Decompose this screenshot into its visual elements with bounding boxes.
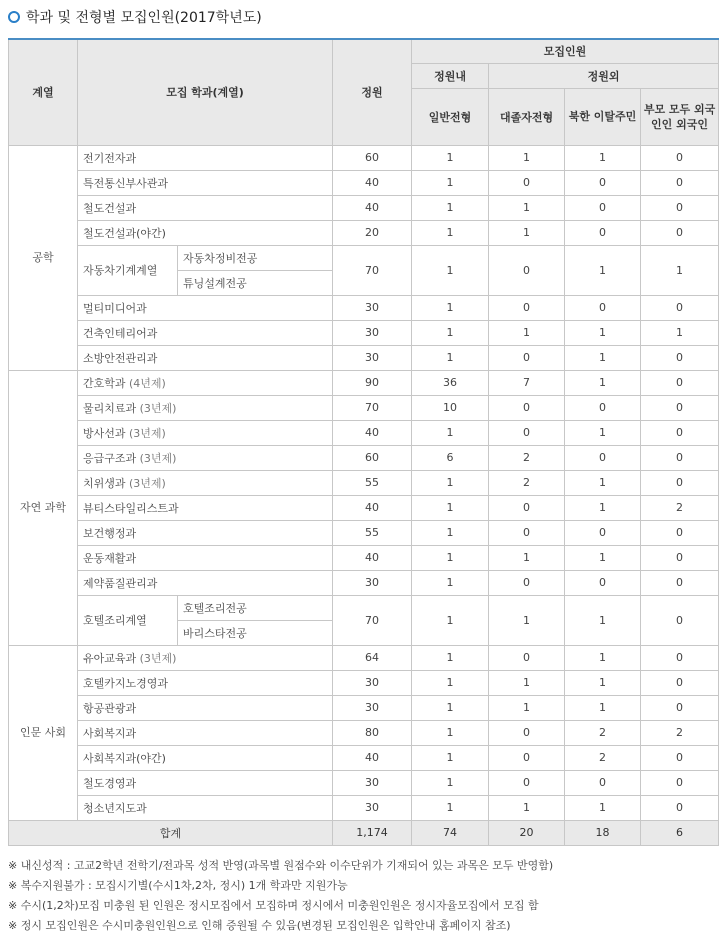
department-name: 철도경영과 xyxy=(83,776,137,790)
department-cell xyxy=(78,470,333,495)
foreigner-cell: 0 xyxy=(641,195,719,220)
note-line: ※ 수시(1,2차)모집 미충원 된 인원은 정시모집에서 모집하며 정시에서 미충원인원은 정시자율모집에서 모집 함 xyxy=(8,899,539,912)
graduate-cell: 1 xyxy=(489,695,565,720)
table-row xyxy=(9,795,719,820)
department-name: 뷰티스타일리스트과 xyxy=(83,501,179,515)
foreigner-cell: 0 xyxy=(641,345,719,370)
department-cell xyxy=(78,570,333,595)
program-length-note: (4년제) xyxy=(129,376,166,390)
graduate-cell: 0 xyxy=(489,495,565,520)
header-category: 계열 xyxy=(9,39,78,145)
foreigner-cell: 0 xyxy=(641,220,719,245)
general-cell: 1 xyxy=(412,770,489,795)
table-row xyxy=(9,320,719,345)
general-cell: 1 xyxy=(412,495,489,520)
general-cell: 1 xyxy=(412,645,489,670)
foreigner-cell: 0 xyxy=(641,520,719,545)
defector-cell: 2 xyxy=(565,720,641,745)
general-cell: 6 xyxy=(412,445,489,470)
department-name: 치위생과 xyxy=(83,476,126,490)
foreigner-cell: 0 xyxy=(641,545,719,570)
graduate-cell: 1 xyxy=(489,595,565,645)
department-name: 항공관광과 xyxy=(83,701,137,715)
program-length-note: (3년제) xyxy=(139,451,177,465)
defector-cell: 0 xyxy=(565,220,641,245)
foreigner-cell: 0 xyxy=(641,470,719,495)
graduate-cell: 0 xyxy=(489,745,565,770)
general-cell: 1 xyxy=(412,195,489,220)
defector-cell: 1 xyxy=(565,645,641,670)
quota-cell: 40 xyxy=(333,420,412,445)
department-name: 멀티미디어과 xyxy=(83,301,147,315)
department-cell xyxy=(78,520,333,545)
foreigner-cell: 0 xyxy=(641,145,719,170)
foreigner-cell: 2 xyxy=(641,720,719,745)
department-cell xyxy=(78,445,333,470)
general-cell: 1 xyxy=(412,145,489,170)
table-row xyxy=(9,745,719,770)
header-recruitment: 모집인원 xyxy=(412,39,719,63)
category-cell: 인문 사회 xyxy=(9,645,78,820)
department-cell xyxy=(78,495,333,520)
general-cell: 1 xyxy=(412,470,489,495)
quota-cell: 40 xyxy=(333,745,412,770)
general-cell: 10 xyxy=(412,395,489,420)
foreigner-cell: 0 xyxy=(641,420,719,445)
department-cell xyxy=(78,345,333,370)
department-name: 철도건설과 xyxy=(83,201,137,215)
graduate-cell: 0 xyxy=(489,345,565,370)
table-row xyxy=(9,170,719,195)
quota-cell: 20 xyxy=(333,220,412,245)
general-cell: 1 xyxy=(412,345,489,370)
table-row xyxy=(9,670,719,695)
general-cell: 36 xyxy=(412,370,489,395)
department-cell xyxy=(78,220,333,245)
general-cell: 1 xyxy=(412,745,489,770)
graduate-cell: 0 xyxy=(489,295,565,320)
defector-cell: 1 xyxy=(565,695,641,720)
department-name: 유아교육과 xyxy=(83,651,137,665)
quota-cell: 70 xyxy=(333,395,412,420)
foreigner-cell: 0 xyxy=(641,395,719,420)
department-name: 제약품질관리과 xyxy=(83,576,158,590)
general-cell: 1 xyxy=(412,520,489,545)
table-row xyxy=(9,295,719,320)
department-name: 사회복지과 xyxy=(83,726,137,740)
foreigner-cell: 0 xyxy=(641,370,719,395)
major-cell: 튜닝설계전공 xyxy=(178,270,333,295)
department-name: 물리치료과 xyxy=(83,401,137,415)
department-name: 건축인테리어과 xyxy=(83,326,158,340)
header-department: 모집 학과(계열) xyxy=(78,39,333,145)
table-row xyxy=(9,395,719,420)
table-row xyxy=(9,220,719,245)
defector-cell: 2 xyxy=(565,745,641,770)
general-cell: 1 xyxy=(412,720,489,745)
department-cell xyxy=(78,720,333,745)
department-cell xyxy=(78,745,333,770)
department-cell xyxy=(78,695,333,720)
graduate-cell: 0 xyxy=(489,520,565,545)
department-cell xyxy=(78,395,333,420)
table-row xyxy=(9,345,719,370)
defector-cell: 1 xyxy=(565,595,641,645)
quota-cell: 70 xyxy=(333,595,412,645)
program-length-note: (3년제) xyxy=(129,426,166,440)
quota-cell: 30 xyxy=(333,570,412,595)
total-defector: 18 xyxy=(565,820,641,845)
graduate-cell: 1 xyxy=(489,545,565,570)
graduate-cell: 1 xyxy=(489,320,565,345)
defector-cell: 0 xyxy=(565,295,641,320)
graduate-cell: 2 xyxy=(489,470,565,495)
general-cell: 1 xyxy=(412,570,489,595)
table-row xyxy=(9,595,719,620)
department-cell xyxy=(78,770,333,795)
table-row xyxy=(9,495,719,520)
table-row xyxy=(9,645,719,670)
defector-cell: 1 xyxy=(565,545,641,570)
major-cell: 바리스타전공 xyxy=(178,620,333,645)
foreigner-cell: 0 xyxy=(641,645,719,670)
total-general: 74 xyxy=(412,820,489,845)
general-cell: 1 xyxy=(412,695,489,720)
quota-cell: 90 xyxy=(333,370,412,395)
quota-cell: 40 xyxy=(333,170,412,195)
department-cell xyxy=(78,145,333,170)
general-cell: 1 xyxy=(412,545,489,570)
table-row xyxy=(9,195,719,220)
quota-cell: 30 xyxy=(333,670,412,695)
quota-cell: 55 xyxy=(333,470,412,495)
graduate-cell: 0 xyxy=(489,645,565,670)
note-line: ※ 내신성적 : 고교2학년 전학기/전과목 성적 반영(과목별 원점수와 이수단위가 기재되어 있는 과목은 모두 반영함) xyxy=(8,859,554,872)
section-title xyxy=(8,6,262,28)
recruitment-table xyxy=(8,38,719,846)
graduate-cell: 0 xyxy=(489,420,565,445)
table-row xyxy=(9,420,719,445)
defector-cell: 0 xyxy=(565,770,641,795)
defector-cell: 1 xyxy=(565,320,641,345)
header-quota: 정원 xyxy=(333,39,412,145)
section-title-text: 학과 및 전형별 모집인원(2017학년도) xyxy=(26,10,262,26)
graduate-cell: 1 xyxy=(489,670,565,695)
table-row xyxy=(9,520,719,545)
graduate-cell: 0 xyxy=(489,570,565,595)
department-name: 보건행정과 xyxy=(83,526,137,540)
general-cell: 1 xyxy=(412,245,489,295)
defector-cell: 1 xyxy=(565,795,641,820)
quota-cell: 40 xyxy=(333,195,412,220)
header-outside-quota: 정원외 xyxy=(489,63,719,88)
total-foreigner: 6 xyxy=(641,820,719,845)
note-line: ※ 정시 모집인원은 수시미충원인원으로 인해 증원될 수 있음(변경된 모집인원은 입학안내 홈페이지 참조) xyxy=(8,919,511,932)
graduate-cell: 0 xyxy=(489,170,565,195)
table-row xyxy=(9,470,719,495)
program-length-note: (3년제) xyxy=(139,401,177,415)
foreigner-cell: 0 xyxy=(641,695,719,720)
graduate-cell: 1 xyxy=(489,220,565,245)
circle-bullet-icon xyxy=(8,11,20,23)
defector-cell: 1 xyxy=(565,370,641,395)
quota-cell: 30 xyxy=(333,795,412,820)
defector-cell: 0 xyxy=(565,395,641,420)
table-row xyxy=(9,445,719,470)
department-name: 특전통신부사관과 xyxy=(83,176,169,190)
quota-cell: 30 xyxy=(333,295,412,320)
general-cell: 1 xyxy=(412,420,489,445)
general-cell: 1 xyxy=(412,795,489,820)
defector-cell: 1 xyxy=(565,420,641,445)
table-row xyxy=(9,695,719,720)
table-row xyxy=(9,770,719,795)
department-name: 호텔조리계열 xyxy=(83,614,147,627)
defector-cell: 1 xyxy=(565,245,641,295)
department-cell xyxy=(78,370,333,395)
general-cell: 1 xyxy=(412,220,489,245)
total-label: 합계 xyxy=(9,820,333,845)
department-name: 간호학과 xyxy=(83,376,126,390)
quota-cell: 40 xyxy=(333,495,412,520)
quota-cell: 70 xyxy=(333,245,412,295)
table-row xyxy=(9,145,719,170)
department-cell xyxy=(78,170,333,195)
foreigner-cell: 0 xyxy=(641,595,719,645)
foreigner-cell: 0 xyxy=(641,570,719,595)
general-cell: 1 xyxy=(412,320,489,345)
header-graduate: 대졸자전형 xyxy=(489,88,565,145)
department-name: 사회복지과(야간) xyxy=(83,751,166,765)
department-name: 철도건설과(야간) xyxy=(83,226,166,240)
graduate-cell: 7 xyxy=(489,370,565,395)
foreigner-cell: 0 xyxy=(641,770,719,795)
general-cell: 1 xyxy=(412,170,489,195)
department-name: 운동재활과 xyxy=(83,551,137,565)
foreigner-cell: 0 xyxy=(641,670,719,695)
quota-cell: 55 xyxy=(333,520,412,545)
table-row xyxy=(9,570,719,595)
department-name: 응급구조과 xyxy=(83,451,137,465)
note-line: ※ 복수지원불가 : 모집시기별(수시1차,2차, 정시) 1개 학과만 지원가능 xyxy=(8,879,348,892)
header-within-quota: 정원내 xyxy=(412,63,489,88)
defector-cell: 1 xyxy=(565,495,641,520)
major-cell: 자동차정비전공 xyxy=(178,245,333,270)
foreigner-cell: 0 xyxy=(641,445,719,470)
total-graduate: 20 xyxy=(489,820,565,845)
defector-cell: 1 xyxy=(565,670,641,695)
defector-cell: 1 xyxy=(565,345,641,370)
general-cell: 1 xyxy=(412,670,489,695)
defector-cell: 0 xyxy=(565,195,641,220)
department-name: 자동차기계계열 xyxy=(83,264,158,277)
table-row xyxy=(9,720,719,745)
graduate-cell: 0 xyxy=(489,245,565,295)
program-length-note: (3년제) xyxy=(139,651,177,665)
department-name: 방사선과 xyxy=(83,426,126,440)
graduate-cell: 2 xyxy=(489,445,565,470)
department-name: 전기전자과 xyxy=(83,151,137,165)
general-cell: 1 xyxy=(412,595,489,645)
defector-cell: 1 xyxy=(565,145,641,170)
quota-cell: 30 xyxy=(333,695,412,720)
table-row xyxy=(9,545,719,570)
foreigner-cell: 0 xyxy=(641,795,719,820)
defector-cell: 0 xyxy=(565,520,641,545)
department-cell xyxy=(78,195,333,220)
foreigner-cell: 2 xyxy=(641,495,719,520)
quota-cell: 80 xyxy=(333,720,412,745)
defector-cell: 0 xyxy=(565,445,641,470)
foreigner-cell: 0 xyxy=(641,170,719,195)
department-name: 청소년지도과 xyxy=(83,801,147,815)
quota-cell: 64 xyxy=(333,645,412,670)
graduate-cell: 1 xyxy=(489,795,565,820)
major-cell: 호텔조리전공 xyxy=(178,595,333,620)
department-cell xyxy=(78,795,333,820)
defector-cell: 1 xyxy=(565,470,641,495)
defector-cell: 0 xyxy=(565,170,641,195)
foreigner-cell: 1 xyxy=(641,320,719,345)
foreigner-cell: 0 xyxy=(641,295,719,320)
foreigner-cell: 0 xyxy=(641,745,719,770)
table-row xyxy=(9,245,719,270)
graduate-cell: 1 xyxy=(489,145,565,170)
table-row xyxy=(9,370,719,395)
department-cell xyxy=(78,245,178,295)
quota-cell: 60 xyxy=(333,445,412,470)
graduate-cell: 1 xyxy=(489,195,565,220)
general-cell: 1 xyxy=(412,295,489,320)
category-cell: 공학 xyxy=(9,145,78,370)
department-name: 호텔카지노경영과 xyxy=(83,676,169,690)
header-defector: 북한 이탈주민 xyxy=(565,88,641,145)
header-foreigner: 부모 모두 외국인인 외국인 xyxy=(641,88,719,145)
department-cell xyxy=(78,670,333,695)
department-cell xyxy=(78,320,333,345)
graduate-cell: 0 xyxy=(489,770,565,795)
graduate-cell: 0 xyxy=(489,395,565,420)
notes xyxy=(8,856,720,936)
header-general: 일반전형 xyxy=(412,88,489,145)
quota-cell: 30 xyxy=(333,320,412,345)
department-cell xyxy=(78,595,178,645)
department-cell xyxy=(78,645,333,670)
department-cell xyxy=(78,545,333,570)
quota-cell: 60 xyxy=(333,145,412,170)
foreigner-cell: 1 xyxy=(641,245,719,295)
quota-cell: 30 xyxy=(333,770,412,795)
program-length-note: (3년제) xyxy=(129,476,166,490)
category-cell: 자연 과학 xyxy=(9,370,78,645)
department-name: 소방안전관리과 xyxy=(83,351,158,365)
department-cell xyxy=(78,420,333,445)
defector-cell: 0 xyxy=(565,570,641,595)
graduate-cell: 0 xyxy=(489,720,565,745)
quota-cell: 40 xyxy=(333,545,412,570)
total-quota: 1,174 xyxy=(333,820,412,845)
quota-cell: 30 xyxy=(333,345,412,370)
department-cell xyxy=(78,295,333,320)
